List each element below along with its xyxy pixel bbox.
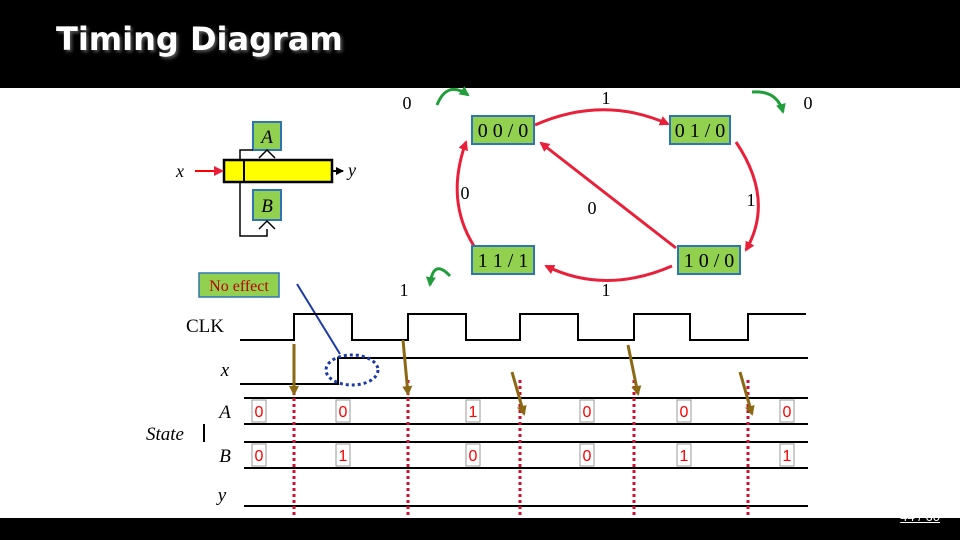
b-value-2: 1 <box>338 448 348 465</box>
b-value-3: 0 <box>468 448 478 465</box>
edge-label-10-to-11: 1 <box>601 280 611 300</box>
feedback-wire-a <box>240 150 253 160</box>
self-loop-00 <box>437 89 468 105</box>
state-group-label: State <box>146 424 184 445</box>
signal-label-a: A <box>219 402 231 423</box>
edge-label-01-to-10: 1 <box>746 190 756 210</box>
edge-label-01-self: 0 <box>803 93 813 113</box>
page-title: Timing Diagram <box>56 20 343 58</box>
signal-label-y: y <box>217 485 227 506</box>
signal-label-x: x <box>220 360 230 381</box>
flipflop-b-label: B <box>261 196 273 217</box>
b-value-4: 0 <box>582 448 592 465</box>
x-input-label: x <box>176 161 184 181</box>
b-value-5: 1 <box>679 448 689 465</box>
b-value-6: 1 <box>782 448 792 465</box>
b-value-cells <box>252 444 794 466</box>
state-label-00: 0 0 / 0 <box>477 120 529 142</box>
b-value-1: 0 <box>254 448 264 465</box>
edge-label-10-to-00: 0 <box>587 198 597 218</box>
transition-00-to-01 <box>535 110 668 125</box>
a-value-6: 0 <box>782 404 792 421</box>
state-label-01: 0 1 / 0 <box>674 120 726 142</box>
state-label-10: 1 0 / 0 <box>683 250 735 272</box>
footer-bar <box>0 518 960 540</box>
y-output-label: y <box>348 160 356 180</box>
signal-label-clk: CLK <box>186 316 224 337</box>
a-value-2: 0 <box>338 404 348 421</box>
x-change-highlight <box>326 355 378 385</box>
transition-10-to-00 <box>541 143 676 248</box>
edge-label-11-to-00: 0 <box>460 183 470 203</box>
sampling-arrow-2 <box>403 340 408 394</box>
a-value-3: 1 <box>468 404 478 421</box>
self-loop-01 <box>752 92 783 112</box>
timing-diagram <box>146 314 808 518</box>
logic-block <box>224 160 332 182</box>
self-loop-11 <box>430 269 450 285</box>
signal-label-b: B <box>219 446 231 467</box>
page-number: 44 / 60 <box>900 509 940 524</box>
a-value-4: 0 <box>582 404 592 421</box>
x-waveform <box>240 358 808 384</box>
edge-label-00-to-01: 1 <box>601 88 611 108</box>
state-diagram <box>400 88 813 300</box>
clock-wedge-a <box>259 150 275 158</box>
clk-waveform <box>240 314 806 340</box>
no-effect-label: No effect <box>209 278 269 295</box>
edge-label-00-self: 0 <box>402 93 412 113</box>
a-value-1: 0 <box>254 404 264 421</box>
edge-label-11-self: 1 <box>399 280 409 300</box>
a-value-5: 0 <box>679 404 689 421</box>
flipflop-a-label: A <box>261 127 273 148</box>
clock-wedge-b <box>259 221 275 229</box>
sampling-arrow-3 <box>512 372 524 414</box>
sampling-arrow-5 <box>740 372 752 414</box>
note-pointer-line <box>297 284 340 354</box>
transition-10-to-11 <box>546 266 672 281</box>
state-label-11: 1 1 / 1 <box>477 250 529 272</box>
